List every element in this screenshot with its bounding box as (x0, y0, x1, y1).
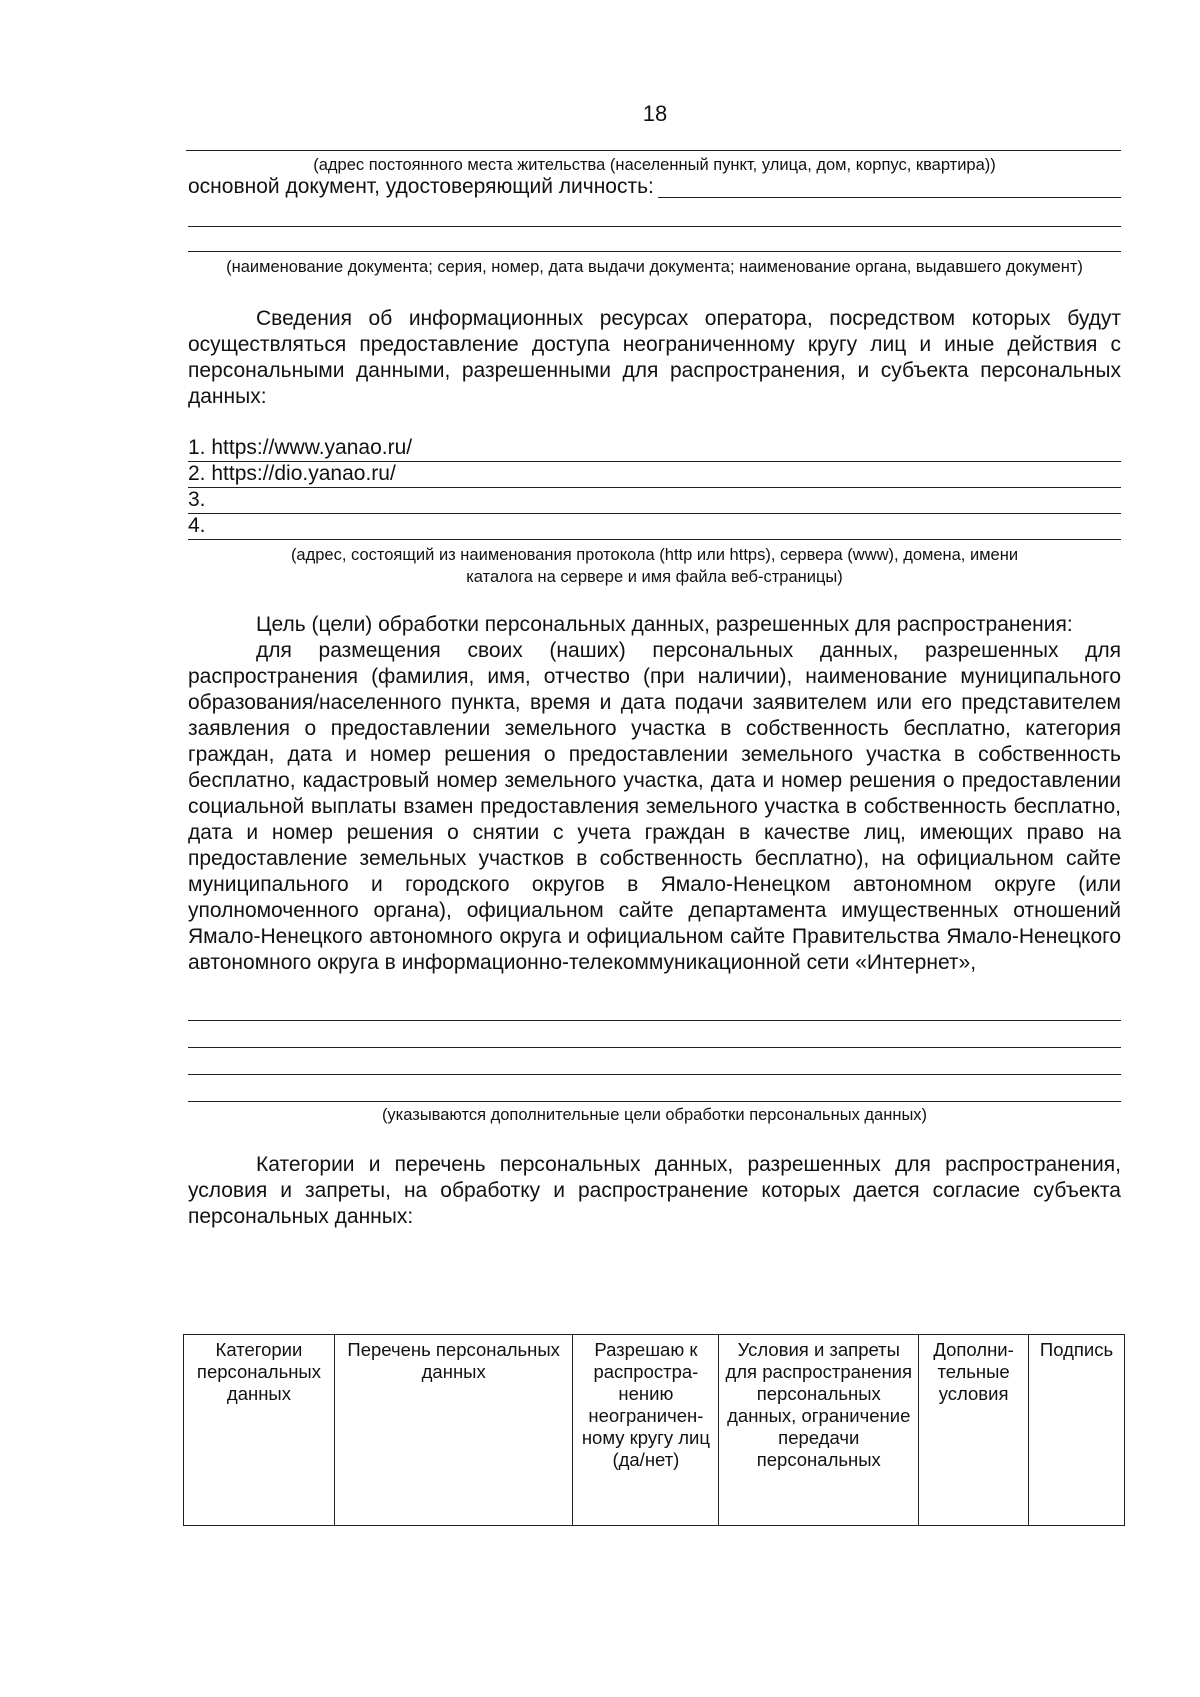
categories-paragraph: Категории и перечень персональных данных, разрешенных для распространения, условия и запреты, на обработку и распространение которых дается согласие субъекта персональных данных: (188, 1153, 1121, 1228)
id-document-line-3 (188, 227, 1121, 252)
url-row-2: 2. https://dio.yanao.ru/ (188, 462, 1121, 488)
consent-table (183, 1334, 1125, 1526)
header-additional-conditions: Дополни-тельные условия (919, 1335, 1029, 1526)
additional-purposes-caption: (указываются дополнительные цели обработки персональных данных) (381, 1106, 928, 1124)
url-caption: (адрес, состоящий из наименования протокола (http или https), сервера (www), домена, имени каталога на сервере и имя файла веб-страницы) (290, 546, 1019, 586)
id-document-line (658, 177, 1121, 198)
address-line (186, 140, 1121, 151)
url-row-3: 3. (188, 488, 1121, 514)
purpose-text: для размещения своих (наших) персональных данных, разрешенных для распространения (фамилия, имя, отчество (при наличии), наименование муниципального образования/населенного пункта, время и дата подачи заявителем или его представителем заявления о предоставлении земельного участка в собственность бесплатно, категория граждан, дата и номер решения о предоставлении земельного участка в собственность бесплатно, кадастровый номер земельного участка, дата и номер решения о предоставлении социальной выплаты взамен предоставления земельного участка в собственность бесплатно, дата и номер решения о снятии с учета граждан в качестве лиц, имеющих право на предоставление земельных участков в собственность бесплатно), на официальном сайте муниципального и городского округов в Ямало-Ненецком автономном округе (или уполномоченного органа), официальном сайте департамента имущественных отношений Ямало-Ненецкого автономного округа и официальном сайте Правительства Ямало-Ненецкого автономного округа в информационно-телекоммуникационной сети «Интернет», (188, 639, 1121, 974)
id-document-line-2 (188, 200, 1121, 227)
page-number: 18 (642, 101, 668, 126)
id-document-label: основной документ, удостоверяющий личность: (188, 175, 654, 198)
id-document-caption: (наименование документа; серия, номер, дата выдачи документа; наименование органа, выдавшего документ) (226, 258, 1083, 276)
resources-paragraph: Сведения об информационных ресурсах оператора, посредством которых будут осуществляться предоставление доступа неограниченному кругу лиц и иные действия с персональными данными, разрешенными для распространения, и субъекта персональных данных: (188, 307, 1121, 408)
additional-purpose-line-4 (188, 1075, 1121, 1102)
form-content (188, 140, 1121, 1230)
table-header-row (184, 1335, 1125, 1526)
header-categories: Категории персональных данных (184, 1335, 335, 1526)
address-caption: (адрес постоянного места жительства (населенный пункт, улица, дом, корпус, квартира)) (313, 156, 996, 174)
url-list (188, 436, 1121, 540)
additional-purpose-line-1 (188, 994, 1121, 1021)
url-row-1: 1. https://www.yanao.ru/ (188, 436, 1121, 462)
purpose-heading: Цель (цели) обработки персональных данных, разрешенных для распространения: (256, 613, 1073, 636)
additional-purpose-line-3 (188, 1048, 1121, 1075)
additional-purpose-line-2 (188, 1021, 1121, 1048)
header-signature: Подпись (1029, 1335, 1125, 1526)
header-conditions: Условия и запреты для распространения персональных данных, ограничение передачи персональных (719, 1335, 919, 1526)
header-permission: Разрешаю к распростра-нению неограничен-ному кругу лиц (да/нет) (573, 1335, 719, 1526)
header-data-list: Перечень персональных данных (334, 1335, 573, 1526)
id-document-field (188, 174, 1121, 200)
additional-purposes-lines (188, 994, 1121, 1102)
url-row-4: 4. (188, 514, 1121, 540)
